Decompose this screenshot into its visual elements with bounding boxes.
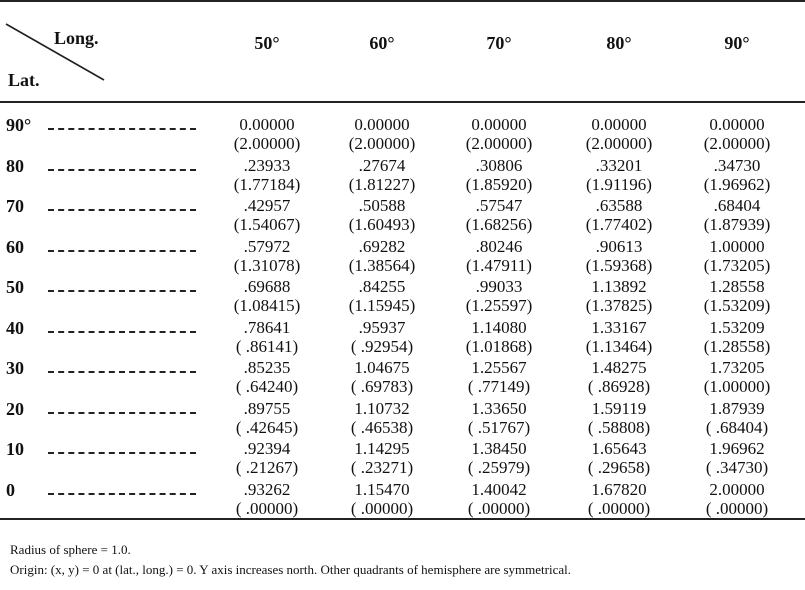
table-cell (677, 237, 797, 275)
table-cell (207, 318, 327, 356)
y-value: ( .86928) (587, 377, 651, 396)
x-value: 1.14295 (354, 439, 410, 458)
table-cell (559, 237, 679, 275)
x-value: 1.48275 (591, 358, 647, 377)
table-cell (207, 439, 327, 477)
y-value: (1.73205) (703, 255, 771, 275)
x-value: 1.00000 (709, 236, 765, 256)
footnotes (10, 540, 571, 580)
table-cell (439, 196, 559, 234)
y-value: (1.38564) (348, 255, 416, 275)
y-value: ( .34730) (705, 458, 769, 477)
note-origin: Origin: (x, y) = 0 at (lat., long.) = 0. Y axis increases north. Other quadrants of hemisphere are symmetrical. (10, 562, 571, 577)
x-value: 0.00000 (709, 115, 765, 134)
y-value: (1.31078) (233, 255, 301, 275)
leader-line (48, 493, 196, 495)
y-value: (1.54067) (233, 215, 301, 234)
table-cell (207, 277, 327, 315)
table-row (0, 115, 805, 155)
y-value: (2.00000) (465, 134, 533, 153)
leader-line (48, 169, 196, 171)
y-value: (1.68256) (465, 215, 533, 234)
x-value: 1.53209 (709, 317, 765, 337)
y-value: (1.85920) (465, 174, 533, 194)
x-value: 1.33650 (471, 398, 527, 418)
x-value: 1.87939 (709, 398, 765, 418)
x-value: .27674 (358, 155, 406, 175)
table-cell (559, 318, 679, 356)
x-value: .57972 (243, 236, 291, 256)
latitude-label: 60 (6, 236, 24, 257)
table-cell (559, 196, 679, 234)
latitude-label: 70 (6, 196, 24, 216)
table-row (0, 439, 805, 479)
table-cell (207, 196, 327, 234)
table-cell (677, 358, 797, 396)
table-cell (207, 358, 327, 396)
x-value: .42957 (243, 196, 291, 215)
x-value: 1.25567 (471, 358, 527, 377)
y-value: (1.91196) (586, 174, 652, 194)
bottom-rule (0, 518, 805, 520)
column-header-90: 90° (724, 33, 750, 53)
y-value: ( .58808) (587, 417, 651, 437)
x-value: 1.38450 (471, 439, 527, 458)
x-value: 1.67820 (591, 479, 647, 499)
y-value: (1.37825) (585, 296, 653, 315)
y-value: (1.87939) (703, 215, 771, 234)
latitude-label: 20 (6, 398, 24, 419)
y-value: (2.00000) (703, 134, 771, 153)
x-value: .50588 (358, 196, 406, 215)
column-header-70: 70° (486, 33, 512, 53)
y-value: (1.28558) (703, 336, 771, 356)
table-cell (677, 318, 797, 356)
x-value: .90613 (595, 236, 643, 256)
column-header-60: 60° (369, 33, 395, 53)
stub-header (0, 10, 210, 98)
table-cell (322, 480, 442, 518)
y-value: ( .25979) (467, 458, 531, 477)
table-cell (207, 156, 327, 194)
leader-line (48, 128, 196, 130)
y-value: ( .69783) (350, 377, 414, 396)
x-value: .69688 (243, 277, 291, 296)
y-value: ( .51767) (467, 417, 531, 437)
x-value: 1.04675 (354, 358, 410, 377)
x-value: .93262 (243, 479, 291, 499)
y-value: ( .46538) (350, 417, 414, 437)
y-value: (1.77402) (585, 215, 653, 234)
x-value: .57547 (475, 196, 523, 215)
table-row (0, 480, 805, 520)
table-cell (559, 399, 679, 437)
x-value: 0.00000 (239, 115, 295, 134)
column-header-80: 80° (606, 33, 632, 53)
table-cell (207, 480, 327, 518)
y-value: (1.77184) (233, 174, 301, 194)
y-value: ( .00000) (235, 498, 299, 518)
x-value: .30806 (475, 155, 523, 175)
table-cell (677, 196, 797, 234)
table-cell (439, 237, 559, 275)
latitude-label: 90° (6, 115, 32, 135)
y-value: (1.00000) (703, 377, 771, 396)
y-value: ( .64240) (235, 377, 299, 396)
x-value: .34730 (713, 155, 761, 175)
x-value: 1.13892 (591, 277, 647, 296)
x-value: 1.33167 (591, 317, 647, 337)
table-cell (439, 277, 559, 315)
table-row (0, 156, 805, 196)
y-value: (1.25597) (465, 296, 533, 315)
leader-line (48, 209, 196, 211)
table-cell (322, 358, 442, 396)
table-cell (559, 439, 679, 477)
header-rule (0, 101, 805, 103)
x-value: 0.00000 (354, 115, 410, 134)
x-value: .80246 (475, 236, 523, 256)
long-label: Long. (54, 28, 99, 48)
y-value: ( .21267) (235, 458, 299, 477)
table-cell (677, 399, 797, 437)
table-row (0, 237, 805, 277)
table-cell (207, 237, 327, 275)
table-cell (439, 156, 559, 194)
table-row (0, 358, 805, 398)
table-cell (677, 480, 797, 518)
table-cell (439, 399, 559, 437)
table-cell (322, 237, 442, 275)
table-row (0, 277, 805, 317)
x-value: 1.59119 (591, 398, 647, 418)
y-value: (1.08415) (233, 296, 301, 315)
x-value: .68404 (713, 196, 761, 215)
y-value: (1.15945) (348, 296, 416, 315)
x-value: 1.40042 (471, 479, 527, 499)
table-cell (677, 115, 797, 153)
x-value: .84255 (358, 277, 406, 296)
y-value: (1.53209) (703, 296, 771, 315)
x-value: 0.00000 (471, 115, 527, 134)
leader-line (48, 290, 196, 292)
x-value: .92394 (243, 439, 291, 458)
latitude-label: 10 (6, 439, 24, 459)
y-value: (1.01868) (465, 336, 533, 356)
note-radius: Radius of sphere = 1.0. (10, 542, 131, 557)
latitude-label: 50 (6, 277, 24, 297)
latitude-label: 80 (6, 155, 24, 176)
table-row (0, 196, 805, 236)
y-value: ( .86141) (235, 336, 299, 356)
leader-line (48, 331, 196, 333)
table-cell (322, 156, 442, 194)
leader-line (48, 452, 196, 454)
y-value: (1.59368) (585, 255, 653, 275)
table-cell (559, 480, 679, 518)
y-value: (2.00000) (233, 134, 301, 153)
table-cell (322, 439, 442, 477)
latitude-label: 40 (6, 317, 24, 338)
x-value: 1.10732 (354, 398, 410, 418)
y-value: ( .29658) (587, 458, 651, 477)
x-value: .99033 (475, 277, 523, 296)
x-value: 1.96962 (709, 439, 765, 458)
table-cell (439, 115, 559, 153)
latitude-label: 0 (6, 479, 15, 500)
y-value: ( .92954) (350, 336, 414, 356)
table-row (0, 318, 805, 358)
table-cell (322, 318, 442, 356)
table-cell (677, 156, 797, 194)
table-cell (322, 277, 442, 315)
table-cell (559, 358, 679, 396)
table-cell (207, 399, 327, 437)
x-value: .63588 (595, 196, 643, 215)
x-value: .95937 (358, 317, 406, 337)
table-cell (559, 156, 679, 194)
table-cell (559, 277, 679, 315)
x-value: 2.00000 (709, 479, 765, 499)
x-value: 1.73205 (709, 358, 765, 377)
table-cell (439, 358, 559, 396)
table-cell (677, 277, 797, 315)
table-cell (559, 115, 679, 153)
x-value: .78641 (243, 317, 291, 337)
table-cell (322, 399, 442, 437)
table-cell (322, 115, 442, 153)
x-value: 1.15470 (354, 479, 410, 499)
table-cell (207, 115, 327, 153)
x-value: 1.28558 (709, 277, 765, 296)
y-value: ( .77149) (467, 377, 531, 396)
x-value: 0.00000 (591, 115, 647, 134)
y-value: (1.47911) (466, 255, 532, 275)
y-value: ( .00000) (467, 498, 531, 518)
latitude-label: 30 (6, 358, 24, 378)
column-header-50: 50° (254, 33, 280, 53)
table-row (0, 399, 805, 439)
x-value: 1.65643 (591, 439, 647, 458)
table-cell (439, 318, 559, 356)
x-value: 1.14080 (471, 317, 527, 337)
x-value: .23933 (243, 155, 291, 175)
x-value: .89755 (243, 398, 291, 418)
y-value: (1.81227) (348, 174, 416, 194)
leader-line (48, 250, 196, 252)
y-value: ( .00000) (587, 498, 651, 518)
x-value: .85235 (243, 358, 291, 377)
x-value: .69282 (358, 236, 406, 256)
table-cell (439, 439, 559, 477)
y-value: ( .23271) (350, 458, 414, 477)
y-value: (1.96962) (703, 174, 771, 194)
table-cell (322, 196, 442, 234)
y-value: ( .00000) (350, 498, 414, 518)
leader-line (48, 371, 196, 373)
top-rule (0, 0, 805, 2)
leader-line (48, 412, 196, 414)
table-cell (677, 439, 797, 477)
y-value: (1.13464) (585, 336, 653, 356)
y-value: ( .68404) (705, 417, 769, 437)
table-cell (439, 480, 559, 518)
y-value: (2.00000) (348, 134, 416, 153)
lat-label: Lat. (8, 70, 40, 90)
y-value: ( .00000) (705, 498, 769, 518)
y-value: ( .42645) (235, 417, 299, 437)
y-value: (1.60493) (348, 215, 416, 234)
y-value: (2.00000) (585, 134, 653, 153)
x-value: .33201 (595, 155, 643, 175)
